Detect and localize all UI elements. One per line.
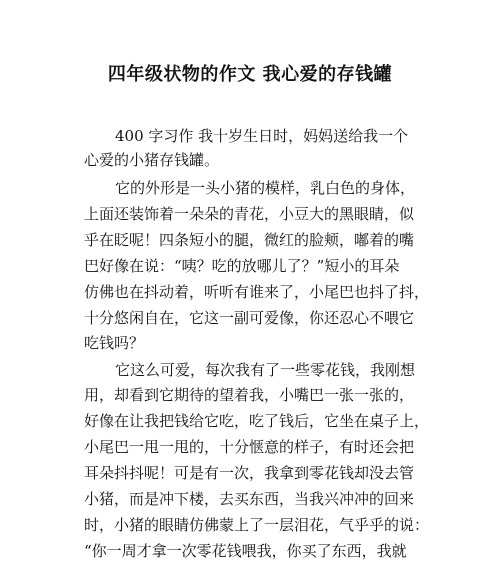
text-line: 乎在眨呢！四条短小的腿，微红的脸颊，嘟着的嘴 xyxy=(84,231,415,249)
text-line: 十分悠闲自在，它这一副可爱像，你还忍心不喂它 xyxy=(84,309,415,327)
text-line: 时，小猪的眼睛仿佛蒙上了一层泪花，气乎乎的说： xyxy=(84,516,430,534)
text-line: 耳朵抖抖呢！可是有一次，我拿到零花钱却没去管 xyxy=(84,464,415,482)
text-line: 好像在让我把钱给它吃，吃了钱后，它坐在桌子上， xyxy=(84,412,430,430)
text-line: 仿佛也在抖动着，听听有谁来了，小尾巴也抖了抖， xyxy=(84,283,430,301)
text-line: 上面还装饰着一朵朵的青花，小豆大的黑眼睛，似 xyxy=(84,205,415,223)
text-line: 小尾巴一甩一甩的，十分惬意的样子，有时还会把 xyxy=(84,438,415,456)
text-line: 小猪，而是冲下楼，去买东西，当我兴冲冲的回来 xyxy=(84,490,415,508)
text-line: 400 字习作 我十岁生日时，妈妈送给我一个 xyxy=(115,127,409,145)
text-line: 用，却看到它期待的望着我，小嘴巴一张一张的， xyxy=(84,386,415,404)
document-title: 四年级状物的作文 我心爱的存钱罐 xyxy=(107,64,393,85)
text-line: “你一周才拿一次零花钱喂我，你买了东西，我就 xyxy=(84,542,407,560)
text-line: 心爱的小猪存钱罐。 xyxy=(84,151,220,169)
text-line: 它的外形是一头小猪的模样，乳白色的身体， xyxy=(115,179,416,197)
text-line: 吃钱吗？ xyxy=(84,334,145,352)
text-line: 巴好像在说：“咦？吃的放哪儿了？”短小的耳朵 xyxy=(84,257,400,275)
text-line: 它这么可爱，每次我有了一些零花钱，我刚想 xyxy=(115,361,416,379)
